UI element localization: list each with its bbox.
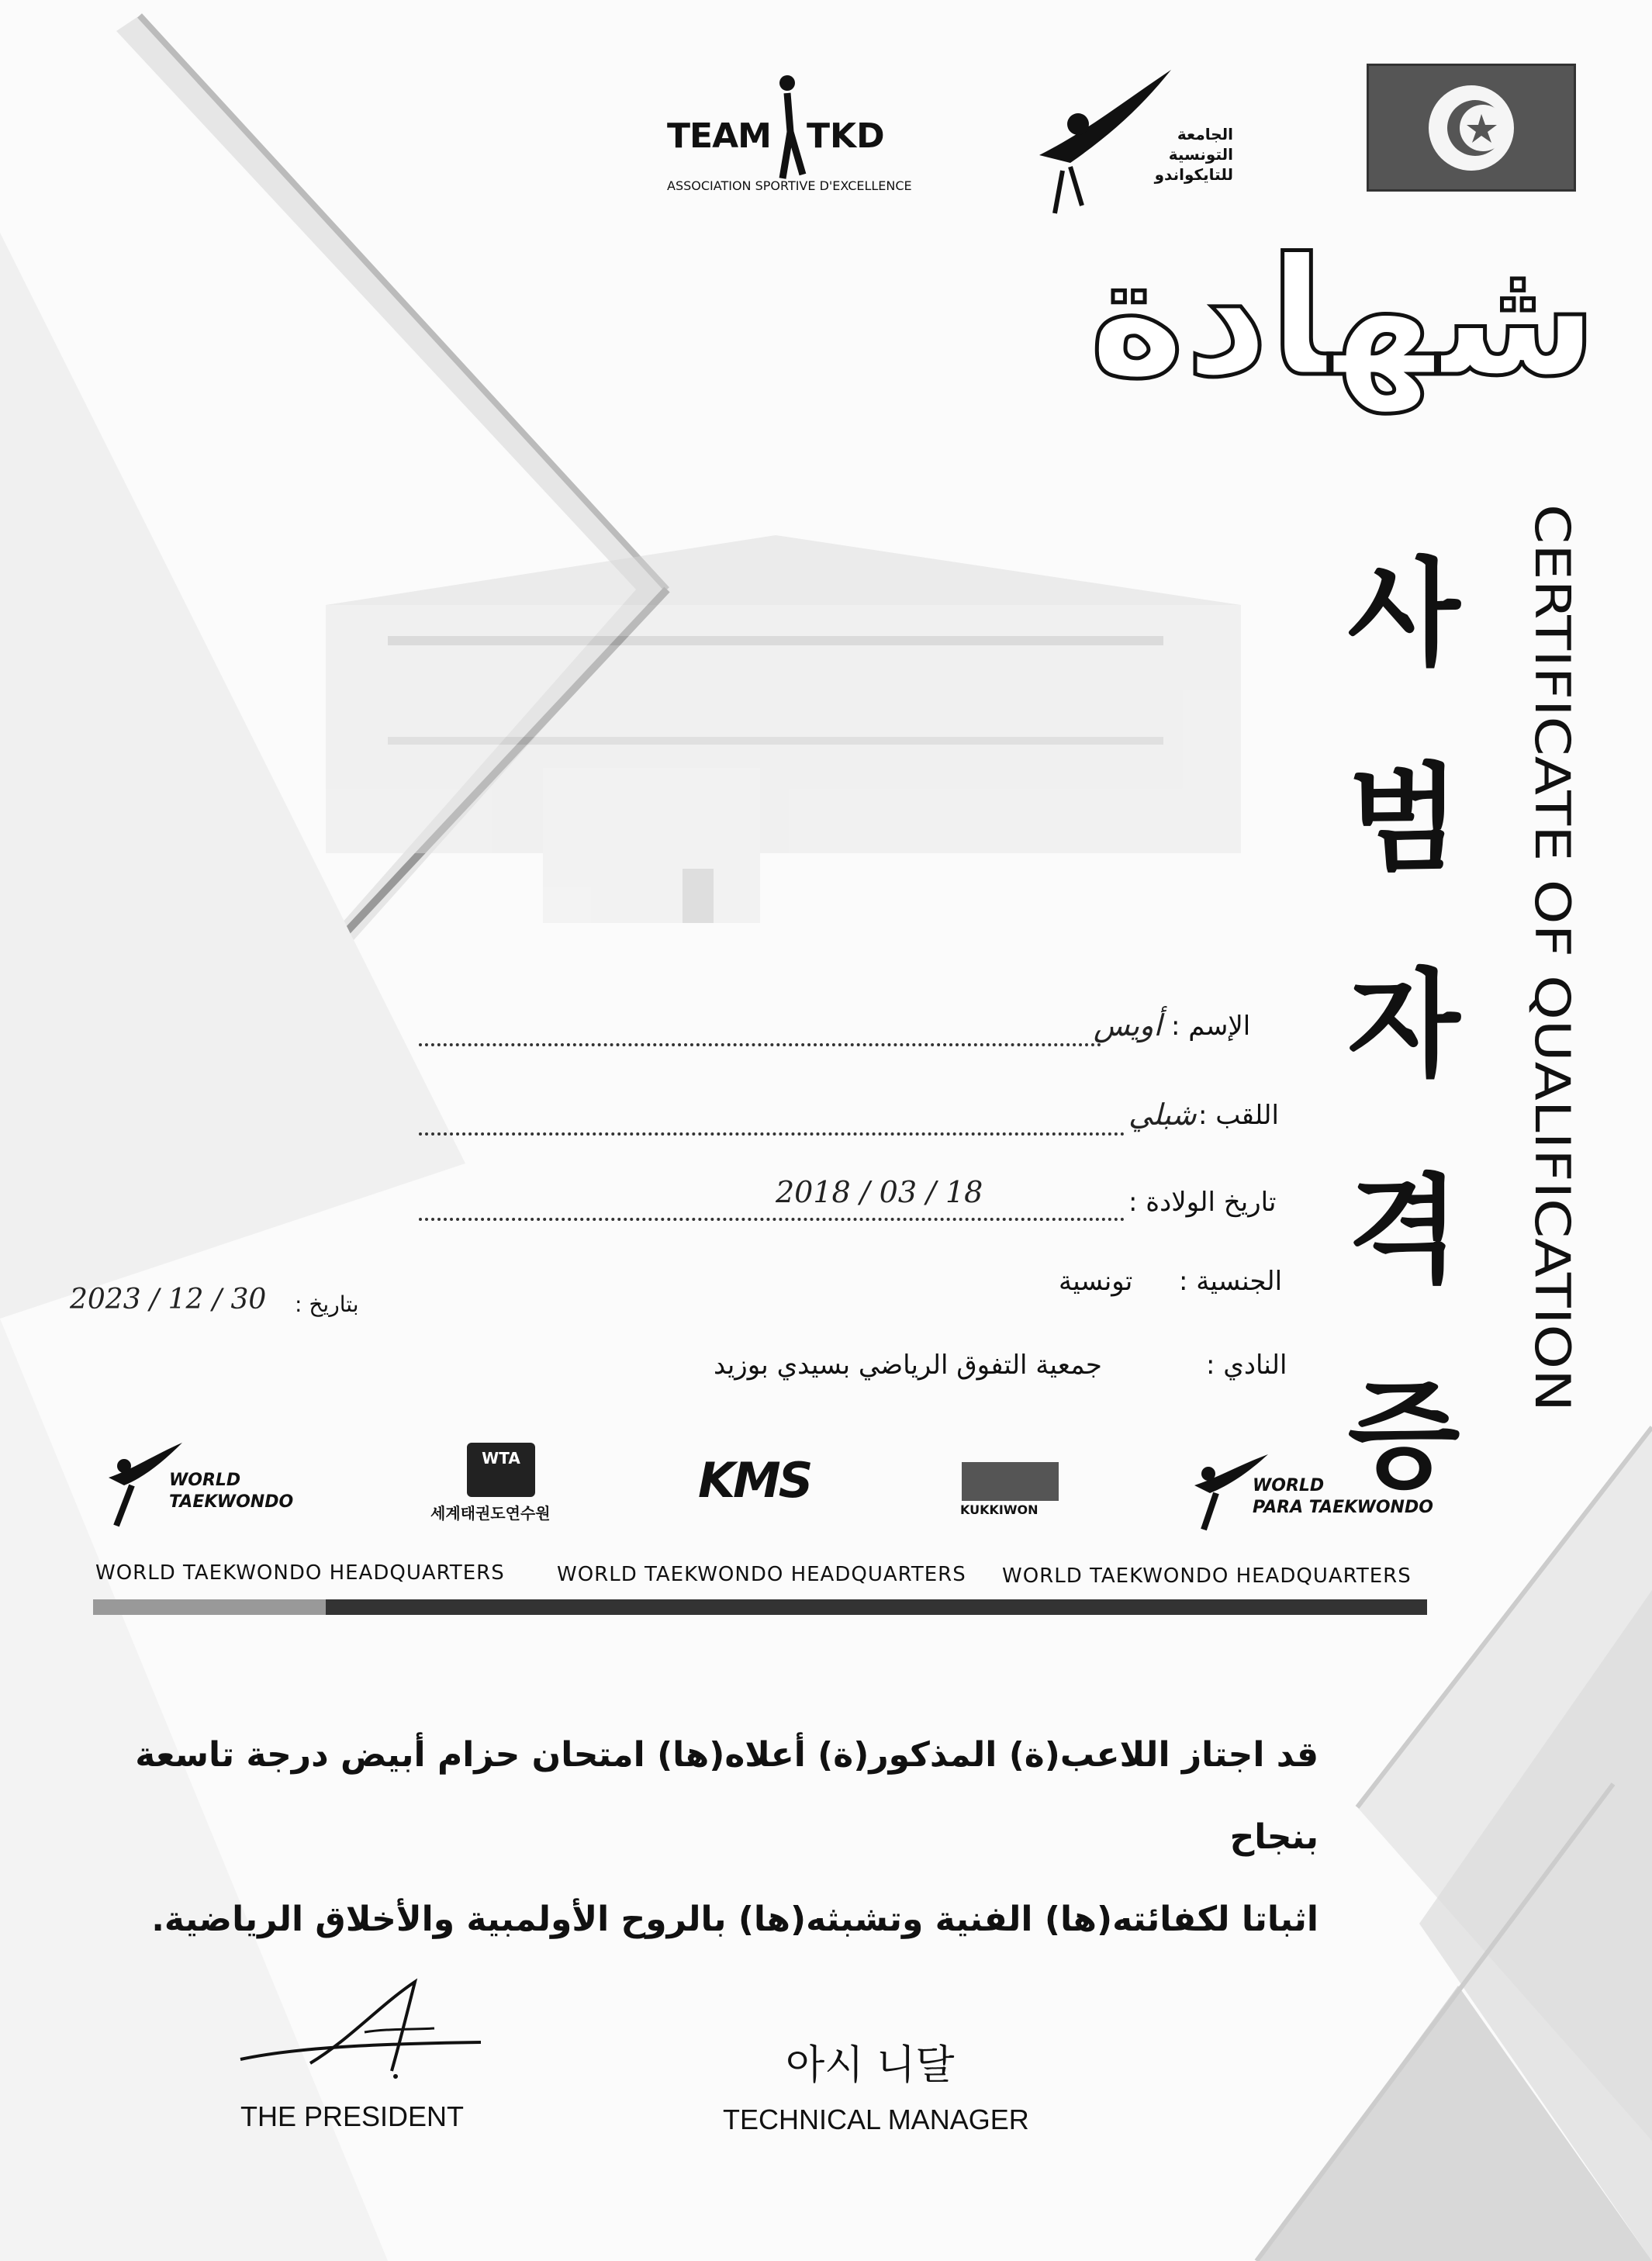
field-name-label: الإسم : bbox=[1171, 1011, 1251, 1042]
hq-label-1: WORLD TAEKWONDO HEADQUARTERS bbox=[95, 1561, 505, 1585]
president-label: THE PRESIDENT bbox=[240, 2100, 465, 2132]
wta-logo-badge: WTA bbox=[467, 1443, 535, 1497]
federation-line-2: التونسية bbox=[1168, 145, 1233, 164]
wt-line-2: TAEKWONDO bbox=[169, 1492, 294, 1512]
field-name-line bbox=[419, 1043, 1101, 1046]
wta-logo-korean: 세계태권도연수원 bbox=[430, 1504, 551, 1523]
field-birthdate-value: 2018 / 03 / 18 bbox=[776, 1175, 983, 1209]
manager-name: 아시 니달 bbox=[786, 2042, 955, 2089]
federation-name bbox=[1117, 124, 1233, 185]
tunisia-flag-icon bbox=[1367, 64, 1576, 192]
certificate-title-korean bbox=[1318, 512, 1489, 1540]
field-birthdate-label: تاريخ الولادة : bbox=[1128, 1187, 1277, 1218]
hq-label-3: WORLD TAEKWONDO HEADQUARTERS bbox=[1002, 1564, 1412, 1588]
world-taekwondo-logo-text bbox=[169, 1470, 293, 1513]
team-logo-text: TEAM bbox=[667, 116, 771, 156]
team-logo-tkd: TKD bbox=[807, 116, 885, 156]
world-para-taekwondo-logo-text bbox=[1253, 1475, 1433, 1519]
korean-char-4: 격 bbox=[1347, 1163, 1460, 1298]
field-birthdate-line bbox=[419, 1218, 1125, 1221]
certificate-body-text bbox=[78, 1714, 1318, 1961]
certificate-title-arabic: شهادة bbox=[1089, 223, 1598, 413]
president-signature bbox=[233, 1974, 496, 2083]
field-club-label: النادي : bbox=[1206, 1350, 1287, 1381]
certificate-title-english-text: CERTIFICATE OF QUALIFICATION bbox=[1524, 504, 1581, 1271]
building-photo bbox=[326, 535, 1241, 923]
manager-label: TECHNICAL MANAGER bbox=[723, 2104, 1029, 2135]
certificate-title-english bbox=[1520, 504, 1582, 1419]
date-value: 2023 / 12 / 30 bbox=[70, 1284, 267, 1315]
federation-line-1: الجامعة bbox=[1177, 125, 1233, 143]
hq-label-2: WORLD TAEKWONDO HEADQUARTERS bbox=[557, 1563, 966, 1586]
para-line-2: PARA TAEKWONDO bbox=[1253, 1498, 1433, 1517]
korean-char-2: 범 bbox=[1347, 752, 1460, 887]
body-line-1: قد اجتاز اللاعب(ة) المذكور(ة) أعلاه(ها) امتحان حزام أبيض درجة تاسعة بنجاح bbox=[135, 1735, 1318, 1857]
korean-char-3: 자 bbox=[1347, 958, 1460, 1093]
field-surname-label: اللقب : bbox=[1198, 1100, 1279, 1131]
team-logo-subtitle: ASSOCIATION SPORTIVE D'EXCELLENCE bbox=[667, 178, 912, 193]
kms-logo: KMS bbox=[698, 1452, 811, 1509]
kicker-icon bbox=[764, 74, 810, 182]
divider-bar-gray bbox=[93, 1599, 326, 1615]
para-line-1: WORLD bbox=[1253, 1476, 1325, 1495]
federation-line-3: للتايكواندو bbox=[1154, 165, 1233, 184]
korean-char-1: 사 bbox=[1347, 547, 1460, 682]
field-club-value: جمعية التفوق الرياضي بسيدي بوزيد bbox=[714, 1350, 1102, 1381]
kukkiwon-logo-icon bbox=[962, 1462, 1059, 1501]
field-nationality-label: الجنسية : bbox=[1179, 1266, 1283, 1297]
wt-line-1: WORLD bbox=[169, 1471, 241, 1490]
field-name-value: أويس bbox=[1094, 1008, 1162, 1042]
date-label: بتاريخ : bbox=[295, 1291, 359, 1317]
field-nationality-value: تونسية bbox=[1059, 1266, 1133, 1297]
field-surname-value: شبلي bbox=[1128, 1098, 1197, 1132]
kukkiwon-logo-text: KUKKIWON bbox=[960, 1502, 1039, 1517]
field-surname-line bbox=[419, 1132, 1125, 1136]
body-line-2: اثباتا لكفائته(ها) الفنية وتشبثه(ها) بالروح الأولمبية والأخلاق الرياضية. bbox=[151, 1900, 1318, 1939]
korean-char-5: 증 bbox=[1347, 1369, 1460, 1504]
divider-bar-dark bbox=[326, 1599, 1427, 1615]
